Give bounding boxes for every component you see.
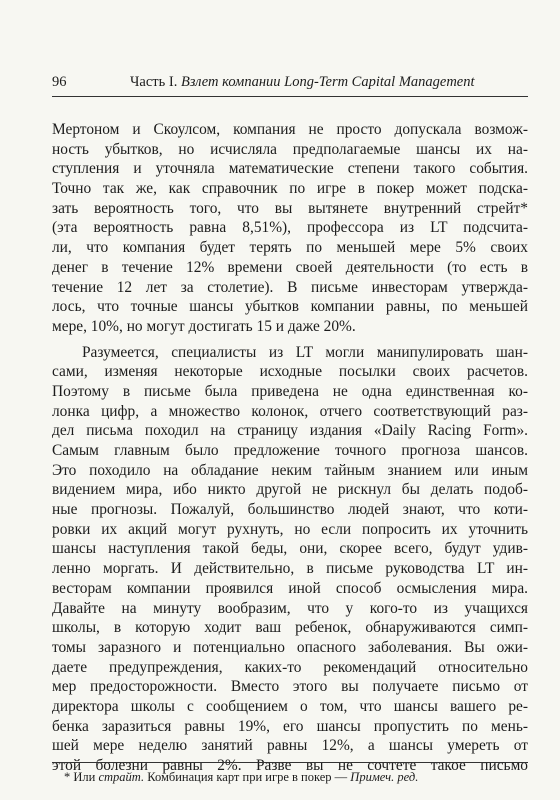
chapter-name: Взлет компании Long-Term Capital Management [180,74,475,90]
body-text [52,120,528,776]
text-line: директора школы с сообщением о том, что шансы вашего ре- [52,697,528,715]
text-line: ступления и уточняла математические степени такого события. [52,160,528,178]
text-line: шансы наступления такой беды, они, скорее всего, будут удив- [52,540,528,558]
text-line: бенка заразиться равны 19%, его шансы пропустить по мень- [52,717,528,735]
text-line: сами, изменяя некоторые исходные посылки своих расчетов. [52,363,528,381]
paragraph-2 [52,343,528,776]
text-line: ность убытков, но исчисляла предполагаемые шансы их на- [52,140,528,158]
text-line: Самым главным было предложение точного прогноза шансов. [52,442,528,459]
text-line: мер предосторожности. Вместо этого вы получаете письмо от [52,678,528,696]
text-line: даете предупреждения, каких-то рекомендаций относительно [52,658,528,676]
text-line: Это походило на обладание неким тайным знанием или иным [52,461,528,479]
footnote-note: Примеч. ред. [350,770,419,784]
text-line: (эта вероятность равна 8,51%), профессора из LT подсчита- [52,219,528,237]
text-line: ные прогнозы. Пожалуй, большинство людей знают, что коти- [52,501,528,519]
text-line: томы заразного и потенциально опасного заболевания. Вы ожи- [52,638,528,656]
footnote-rule [52,762,528,763]
header-rule [52,96,528,97]
text-line: Точно так же, как справочник по игре в покер может подска- [52,180,528,198]
text-line: течение 12 лет за столетие). В письме инвесторам утвержда- [52,278,528,296]
footnote-term: страйт. [98,770,145,784]
text-line: Мертоном и Скоулсом, компания не просто допускала возмож- [52,121,528,138]
paragraph-1 [52,120,528,337]
chapter-prefix: Часть I. [130,74,178,90]
text-line: шей мере неделю занятий равны 12%, а шансы умереть от [52,737,528,755]
text-line: этой болезни равны 2%. Разве вы не сочтете такое письмо [52,757,528,774]
page-number: 96 [52,74,67,90]
text-line: Давайте на минуту вообразим, что у кого-то из учащихся [52,599,528,617]
footnote-text: Комбинация карт при игре в покер — [147,770,348,784]
text-line: лонка цифр, а множество колонок, отчего соответствующий раз- [52,402,528,420]
chapter-title [130,74,475,91]
text-line: школы, в которую ходит ваш ребенок, обнаруживаются симп- [52,619,528,637]
text-line: зать вероятность того, что вы вытянете внутренний стрейт* [52,199,528,217]
footnote-marker: * [64,770,71,784]
footnote [64,770,524,785]
text-line: лось, что точные шансы убытков компании равны, по меньшей [52,298,528,316]
text-line: ли, что компания будет терять по меньшей мере 5% своих [52,239,528,257]
text-line: весторам компании проявился иной способ осмысления мира. [52,579,528,597]
footnote-lead: Или [73,770,96,784]
text-line: Поэтому в письме была приведена не одна единственная ко- [52,382,528,400]
text-line: дел письма походил на страницу издания «Daily Racing Form». [52,422,528,440]
text-line: мере, 10%, но могут достигать 15 и даже 20%. [52,317,356,335]
text-line: видением мира, ибо никто другой не рискнул бы делать подоб- [52,481,528,499]
text-line: ровки их акций могут рухнуть, но если попросить их уточнить [52,520,528,538]
text-line: ленно моргать. И действительно, в письме руководства LT ин- [52,560,528,578]
text-line: Разумеется, специалисты из LT могли манипулировать шан- [82,343,528,361]
text-line: денег в течение 12% времени своей деятельности (то есть в [52,258,528,276]
